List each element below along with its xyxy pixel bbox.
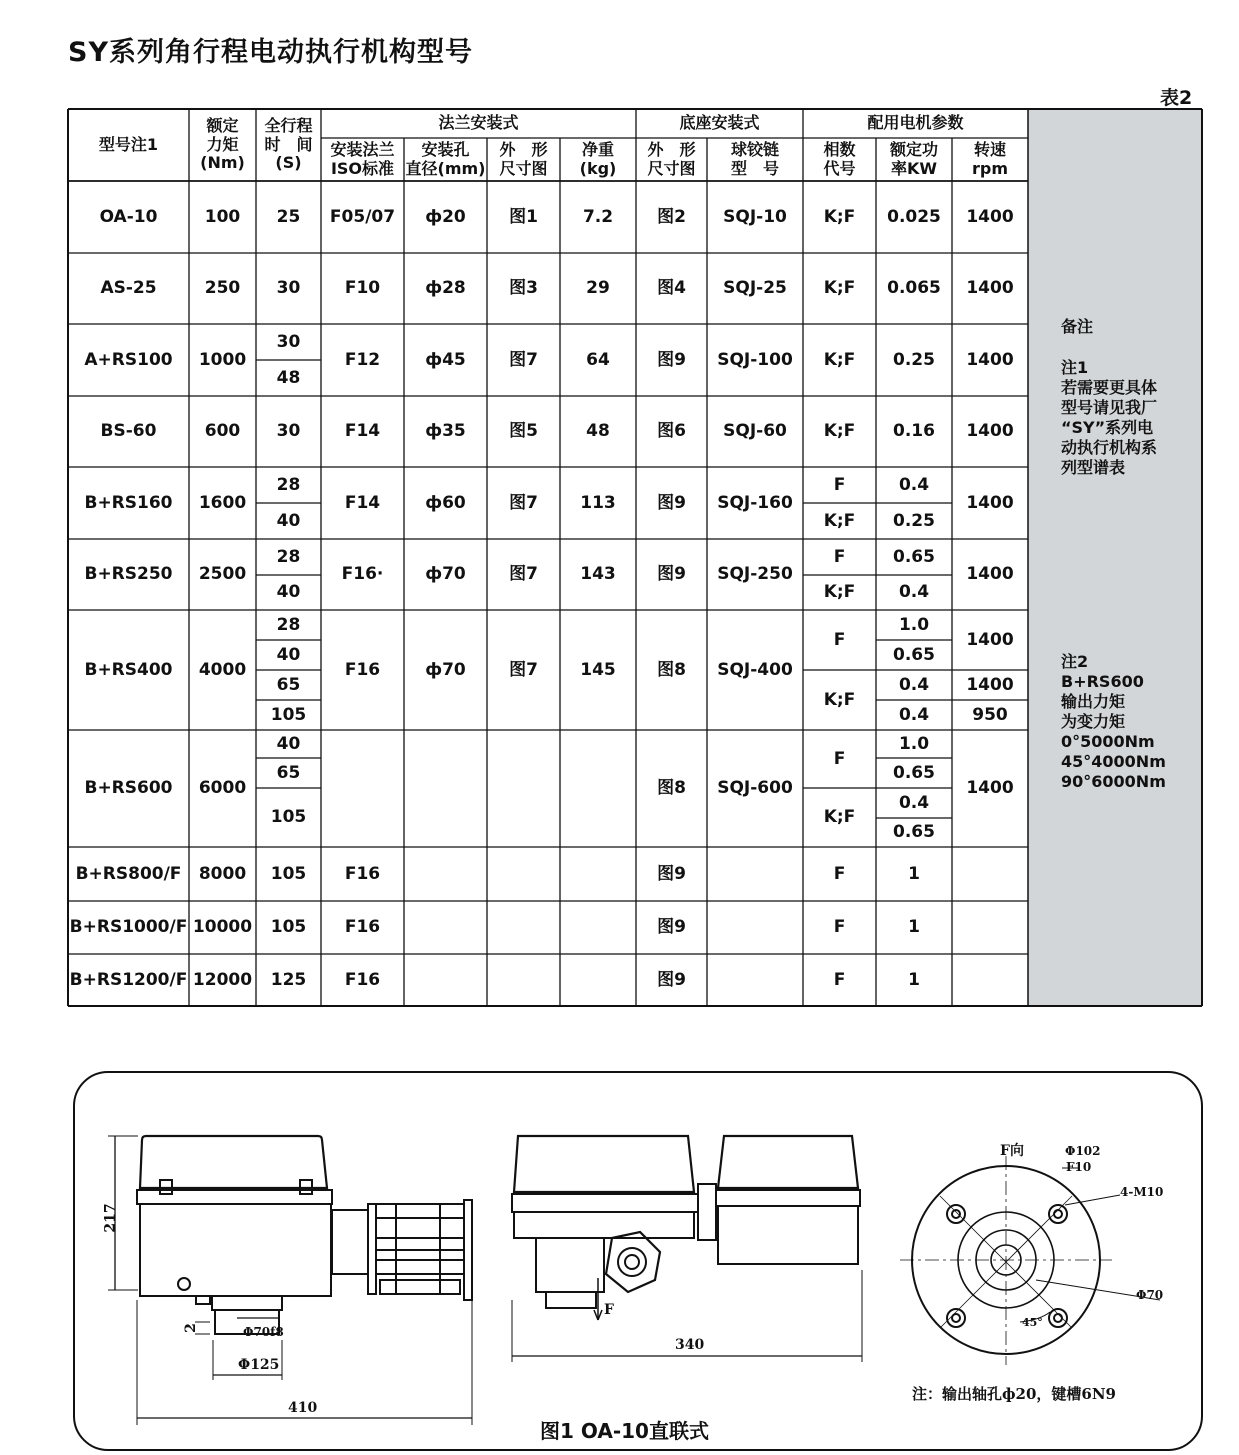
row-hole: ф28 xyxy=(425,278,466,299)
row-torque: 4000 xyxy=(198,659,247,680)
row-powers: 0.25 xyxy=(893,510,935,531)
row-times: 30 xyxy=(276,331,301,352)
row-times: 28 xyxy=(276,546,301,567)
row-powers: 0.25 xyxy=(893,349,935,370)
row-base-fig: 图9 xyxy=(657,492,686,513)
header-flange-group: 法兰安装式 xyxy=(438,113,519,133)
row-weight: 48 xyxy=(586,421,610,442)
dim-410: 410 xyxy=(288,1400,318,1416)
row-powers: 1 xyxy=(908,969,920,990)
row-speeds: 1400 xyxy=(966,278,1014,299)
remarks-title: 备注 xyxy=(1061,317,1094,336)
dim-phi70f8: Φ70f8 xyxy=(243,1325,284,1339)
row-torque: 100 xyxy=(204,206,241,227)
remarks-note2: 注2 B+RS600 输出力矩 为变力矩 0°5000Nm 45°4000Nm 90°6000Nm xyxy=(1061,652,1166,791)
row-times: 125 xyxy=(270,969,307,990)
header-ball: 球铰链 型 号 xyxy=(730,140,779,178)
row-powers: 0.4 xyxy=(898,474,930,495)
row-times: 65 xyxy=(276,762,301,783)
row-model: B+RS1200/F xyxy=(69,969,188,990)
row-phases: F xyxy=(833,748,846,769)
row-times: 105 xyxy=(270,863,307,884)
header-time: 全行程 时 间 (S) xyxy=(264,116,313,173)
row-powers: 0.4 xyxy=(898,674,930,695)
row-phases: F xyxy=(833,474,846,495)
row-model: B+RS600 xyxy=(84,778,173,799)
row-iso: F16 xyxy=(344,863,381,884)
label-45deg: 45° xyxy=(1022,1316,1043,1329)
row-phases: K;F xyxy=(823,278,856,299)
dim-phi125: Φ125 xyxy=(238,1357,280,1373)
row-ball: SQJ-160 xyxy=(717,492,793,513)
row-flange-fig: 图3 xyxy=(509,278,538,299)
row-times: 25 xyxy=(276,206,301,227)
row-model: B+RS400 xyxy=(84,659,173,680)
row-powers: 0.4 xyxy=(898,704,930,725)
row-times: 48 xyxy=(276,367,301,388)
row-weight: 113 xyxy=(580,492,616,513)
row-ball: SQJ-60 xyxy=(723,421,787,442)
row-base-fig: 图4 xyxy=(657,278,686,299)
header-iso: 安装法兰 ISO标准 xyxy=(330,140,395,178)
row-hole: ф60 xyxy=(425,492,466,513)
row-phases: K;F xyxy=(823,510,856,531)
row-speeds: 1400 xyxy=(966,778,1014,799)
row-iso: F14 xyxy=(344,492,381,513)
header-hole: 安装孔 直径(mm) xyxy=(405,140,486,178)
header-speed: 转速 rpm xyxy=(971,140,1008,178)
row-powers: 0.065 xyxy=(887,278,941,299)
row-phases: K;F xyxy=(823,582,856,603)
row-iso: F12 xyxy=(344,349,381,370)
row-torque: 12000 xyxy=(192,969,253,990)
row-times: 28 xyxy=(276,474,301,495)
dim-2: 2 xyxy=(182,1323,199,1333)
row-iso: F16 xyxy=(344,917,381,938)
row-times: 30 xyxy=(276,278,301,299)
row-ball: SQJ-400 xyxy=(717,659,793,680)
header-power: 额定功 率KW xyxy=(889,140,938,178)
row-phases: K;F xyxy=(823,689,856,710)
row-powers: 0.025 xyxy=(887,206,941,227)
row-torque: 250 xyxy=(204,278,241,299)
dim-f: F xyxy=(604,1302,614,1318)
row-ball: SQJ-25 xyxy=(723,278,787,299)
row-weight: 29 xyxy=(586,278,610,299)
row-model: B+RS800/F xyxy=(75,863,182,884)
row-iso: F14 xyxy=(344,421,381,442)
row-model: BS-60 xyxy=(100,421,157,442)
row-model: B+RS160 xyxy=(84,492,173,513)
row-base-fig: 图9 xyxy=(657,917,686,938)
label-f-view: F向 xyxy=(1000,1143,1024,1159)
row-powers: 1 xyxy=(908,917,920,938)
header-flange-fig: 外 形 尺寸图 xyxy=(499,140,548,178)
row-ball: SQJ-600 xyxy=(717,778,793,799)
row-phases: F xyxy=(833,863,846,884)
row-powers: 0.65 xyxy=(893,644,935,665)
row-flange-fig: 图7 xyxy=(509,349,538,370)
row-iso: F10 xyxy=(344,278,381,299)
row-powers: 0.16 xyxy=(893,421,935,442)
row-phases: F xyxy=(833,629,846,650)
row-times: 40 xyxy=(276,582,301,603)
row-times: 40 xyxy=(276,733,301,754)
row-hole: ф70 xyxy=(425,659,466,680)
row-base-fig: 图9 xyxy=(657,969,686,990)
header-base-group: 底座安装式 xyxy=(679,113,760,133)
row-model: B+RS1000/F xyxy=(69,917,188,938)
row-speeds: 950 xyxy=(972,704,1008,725)
row-model: OA-10 xyxy=(99,206,158,227)
header-torque: 额定 力矩 (Nm) xyxy=(200,116,245,173)
row-model: AS-25 xyxy=(100,278,157,299)
row-weight: 64 xyxy=(586,349,610,370)
row-powers: 0.65 xyxy=(893,762,935,783)
row-powers: 0.65 xyxy=(893,822,935,843)
row-hole: ф70 xyxy=(425,564,466,585)
table-number: 表2 xyxy=(1160,87,1193,109)
row-powers: 1 xyxy=(908,863,920,884)
row-torque: 1600 xyxy=(198,492,247,513)
row-base-fig: 图6 xyxy=(657,421,686,442)
row-speeds: 1400 xyxy=(966,206,1014,227)
row-model: B+RS250 xyxy=(84,564,173,585)
row-times: 65 xyxy=(276,674,301,695)
row-torque: 8000 xyxy=(198,863,247,884)
row-powers: 0.65 xyxy=(893,546,935,567)
row-flange-fig: 图1 xyxy=(509,206,538,227)
row-phases: K;F xyxy=(823,421,856,442)
row-weight: 7.2 xyxy=(582,206,614,227)
dim-340: 340 xyxy=(675,1337,705,1353)
row-iso: F16 xyxy=(344,969,381,990)
row-hole: ф35 xyxy=(425,421,466,442)
page-title: SY系列角行程电动执行机构型号 xyxy=(68,37,473,68)
label-4m10: 4-M10 xyxy=(1120,1185,1164,1199)
header-phase: 相数 代号 xyxy=(823,140,856,178)
row-flange-fig: 图5 xyxy=(509,421,538,442)
row-powers: 1.0 xyxy=(898,733,930,754)
row-torque: 10000 xyxy=(192,917,253,938)
label-phi102: Φ102 xyxy=(1065,1144,1101,1158)
header-model: 型号注1 xyxy=(98,134,159,154)
row-times: 40 xyxy=(276,510,301,531)
row-speeds: 1400 xyxy=(966,674,1014,695)
row-flange-fig: 图7 xyxy=(509,492,538,513)
row-torque: 1000 xyxy=(198,349,247,370)
row-phases: K;F xyxy=(823,206,856,227)
drawing-note: 注：输出轴孔ф20，键槽6N9 xyxy=(912,1385,1116,1403)
row-iso: F05/07 xyxy=(329,206,396,227)
row-times: 28 xyxy=(276,614,301,635)
row-phases: F xyxy=(833,546,846,567)
row-ball: SQJ-10 xyxy=(723,206,787,227)
header-base-fig: 外 形 尺寸图 xyxy=(647,140,696,178)
row-flange-fig: 图7 xyxy=(509,564,538,585)
row-speeds: 1400 xyxy=(966,349,1014,370)
row-speeds: 1400 xyxy=(966,629,1014,650)
row-base-fig: 图2 xyxy=(657,206,686,227)
row-iso: F16 xyxy=(344,659,381,680)
row-speeds: 1400 xyxy=(966,421,1014,442)
row-iso: F16· xyxy=(341,564,384,585)
figure-caption: 图1 OA-10直联式 xyxy=(540,1419,709,1443)
side-view xyxy=(108,1136,472,1425)
remarks-note1: 注1 若需要更具体 型号请见我厂 “SY”系列电 动执行机构系 列型谱表 xyxy=(1061,358,1158,477)
row-base-fig: 图9 xyxy=(657,349,686,370)
row-powers: 1.0 xyxy=(898,614,930,635)
row-powers: 0.4 xyxy=(898,792,930,813)
row-times: 105 xyxy=(270,917,307,938)
label-phi70: Φ70 xyxy=(1136,1288,1164,1302)
row-base-fig: 图9 xyxy=(657,564,686,585)
row-speeds: 1400 xyxy=(966,492,1014,513)
label-f10: F10 xyxy=(1066,1160,1092,1174)
row-torque: 600 xyxy=(204,421,241,442)
row-speeds: 1400 xyxy=(966,564,1014,585)
row-torque: 6000 xyxy=(198,778,247,799)
row-phases: F xyxy=(833,917,846,938)
header-weight: 净重 (kg) xyxy=(579,140,617,178)
front-view xyxy=(512,1136,862,1362)
row-ball: SQJ-100 xyxy=(717,349,793,370)
row-base-fig: 图8 xyxy=(657,659,686,680)
row-phases: F xyxy=(833,969,846,990)
row-base-fig: 图9 xyxy=(657,863,686,884)
dim-217: 217 xyxy=(102,1203,119,1233)
row-weight: 145 xyxy=(580,659,616,680)
row-base-fig: 图8 xyxy=(657,778,686,799)
row-weight: 143 xyxy=(580,564,616,585)
row-torque: 2500 xyxy=(198,564,247,585)
row-times: 105 xyxy=(270,704,307,725)
row-phases: K;F xyxy=(823,349,856,370)
row-powers: 0.4 xyxy=(898,582,930,603)
header-motor-group: 配用电机参数 xyxy=(867,113,964,133)
row-hole: ф20 xyxy=(425,206,466,227)
row-model: A+RS100 xyxy=(84,349,173,370)
row-ball: SQJ-250 xyxy=(717,564,793,585)
row-hole: ф45 xyxy=(425,349,466,370)
row-flange-fig: 图7 xyxy=(509,659,538,680)
row-phases: K;F xyxy=(823,807,856,828)
row-times: 40 xyxy=(276,644,301,665)
row-times: 30 xyxy=(276,421,301,442)
row-times: 105 xyxy=(270,807,307,828)
